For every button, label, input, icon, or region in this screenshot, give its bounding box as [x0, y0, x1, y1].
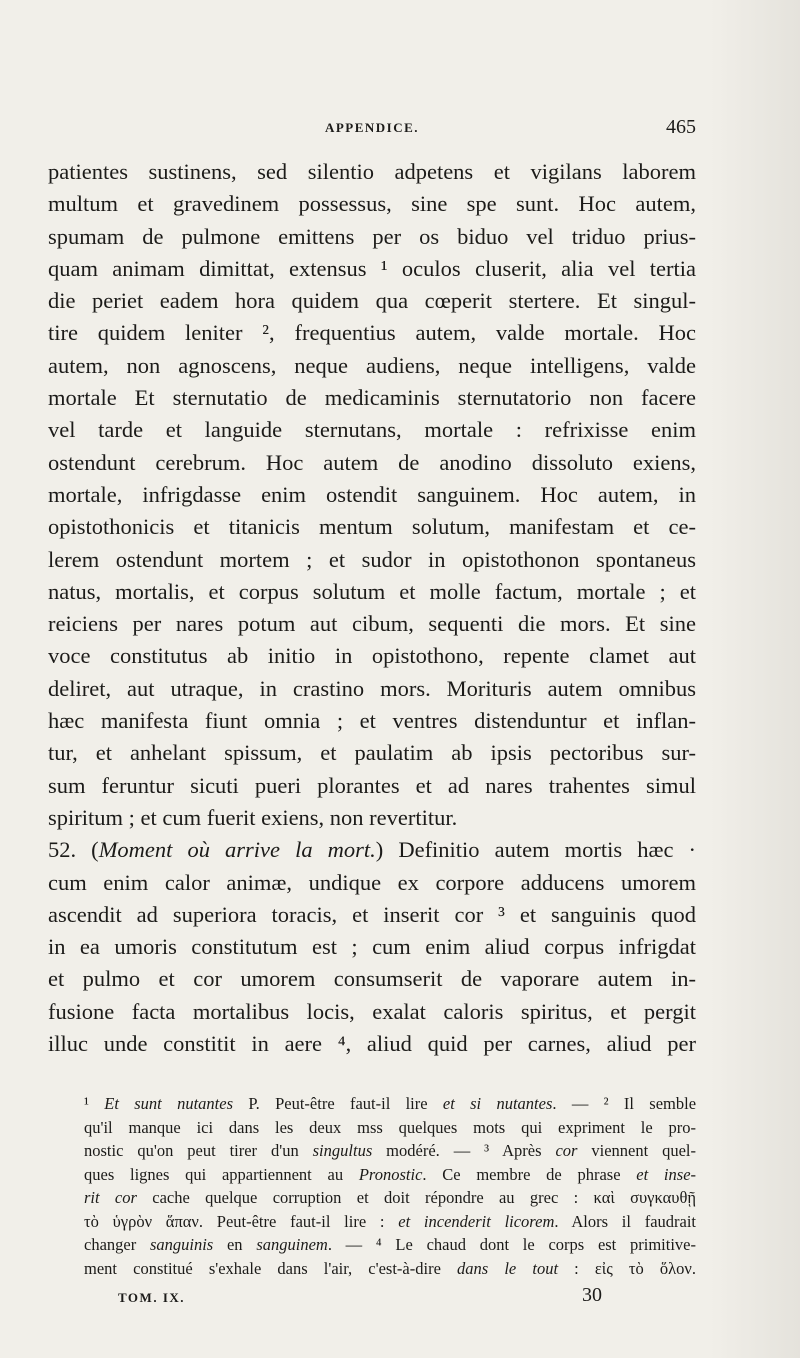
running-head — [48, 116, 696, 144]
footnote-italic: et si nutantes — [442, 1094, 553, 1113]
text-line: spumam de pulmone emittens per os biduo vel triduo prius- — [48, 223, 696, 249]
text-line: hæc manifesta fiunt omnia ; et ventres distenduntur et inflan- — [48, 708, 696, 734]
footnote-text: . — ² Il semble — [552, 1094, 697, 1113]
footnote-text: . — ⁴ Le chaud dont le corps est primitive- — [327, 1235, 696, 1254]
footnote-text: viennent quel- — [577, 1141, 697, 1160]
text-line: mortale, infrigdasse enim ostendit sanguinem. Hoc autem, in — [48, 481, 696, 507]
text-line: illuc unde constitit in aere ⁴, aliud quid per carnes, aliud per — [48, 1031, 696, 1057]
footnote-text: modéré. — ³ Après — [372, 1141, 556, 1160]
text-line: fusione facta mortalibus locis, exalat caloris spiritus, et pergit — [48, 998, 696, 1024]
footnote-italic: dans le tout — [457, 1258, 559, 1278]
text-line: et pulmo et cor umorem consumserit de vaporare autem in- — [48, 966, 696, 992]
sheet-number: 30 — [582, 1284, 602, 1306]
section-heading: Moment où arrive la mort. — [98, 837, 376, 863]
text-line: autem, non agnoscens, neque audiens, neque intelligens, valde — [48, 352, 696, 378]
footnote-italic: singultus — [312, 1141, 373, 1160]
footnotes — [84, 1092, 696, 1280]
text-line: reiciens per nares potum aut cibum, sequenti die mors. Et sine — [48, 611, 696, 637]
text-line: patientes sustinens, sed silentio adpetens et vigilans laborem — [48, 159, 696, 184]
footnote-line — [84, 1233, 696, 1257]
running-head-title: APPENDICE. — [324, 120, 420, 135]
footnote-text: cache quelque corruption et doit répondre au grec : καὶ συγκαυθῇ — [136, 1188, 696, 1207]
footnote-text: P. Peut-être faut-il lire — [233, 1094, 443, 1113]
footnote-text: . Alors il faudrait — [554, 1211, 697, 1231]
section-number: 52. — [48, 837, 77, 863]
paragraph-51 — [48, 156, 696, 834]
text-line: deliret, aut utraque, in crastino mors. Morituris autem omnibus — [48, 675, 696, 701]
page-edge-shadow — [710, 0, 800, 1358]
footnote-text: ment constitué s'exhale dans l'air, c'est-à-dire — [84, 1258, 458, 1278]
text-line: ascendit ad superiora toracis, et inserit cor ³ et sanguinis quod — [48, 901, 696, 927]
footnote-line — [84, 1139, 696, 1163]
page-number: 465 — [666, 116, 696, 138]
footnote-text: en — [213, 1235, 257, 1254]
footnote-line — [84, 1210, 696, 1234]
footnote-text: . Ce membre de phrase — [422, 1164, 637, 1184]
footnote-italic: et incenderit licorem — [398, 1211, 555, 1231]
footnote-line — [84, 1257, 696, 1281]
text-line: ostendunt cerebrum. Hoc autem de anodino dissoluto exiens, — [48, 449, 696, 475]
page-footer — [118, 1284, 602, 1314]
footnote-italic: cor — [555, 1141, 578, 1160]
text-line: die periet eadem hora quidem qua cœperit stertere. Et singul- — [48, 288, 696, 314]
footnote-line — [84, 1092, 696, 1116]
footnote-text: : εἰς τὸ ὅλον. — [558, 1258, 696, 1278]
footnote-italic: rit cor — [84, 1188, 137, 1207]
text-line: natus, mortalis, et corpus solutum et molle factum, mortale ; et — [48, 578, 696, 604]
text-line: voce constitutus ab initio in opistothono, repente clamet aut — [48, 643, 696, 669]
section-first-line: 52. (Moment où arrive la mort.) Definitio autem mortis hæc · — [48, 837, 697, 863]
footnote-italic: sanguinem — [256, 1235, 328, 1254]
footnote-line — [84, 1163, 696, 1187]
text-line: tire quidem leniter ², frequentius autem, valde mortale. Hoc — [48, 320, 696, 346]
text-line: multum et gravedinem possessus, sine spe sunt. Hoc autem, — [48, 191, 696, 217]
volume-signature: TOM. IX. — [118, 1290, 186, 1305]
footnote-text: τὸ ὑγρὸν ἅπαν. Peut-être faut-il lire : — [84, 1211, 399, 1231]
text-line: quam animam dimittat, extensus ¹ oculos cluserit, alia vel tertia — [48, 255, 696, 281]
text-line: cum enim calor animæ, undique ex corpore adducens umorem — [48, 869, 696, 895]
text-line: sum feruntur sicuti pueri plorantes et ad nares trahentes simul — [48, 772, 696, 798]
footnote-italic: et inse- — [636, 1164, 697, 1184]
text-line: tur, et anhelant spissum, et paulatim ab ipsis pectoribus sur- — [48, 740, 696, 766]
body-text — [48, 156, 696, 1060]
text-line: opistothonicis et titanicis mentum solutum, manifestam et ce- — [48, 514, 696, 540]
footnote-mark: ¹ — [84, 1094, 89, 1113]
footnote-text: ques lignes qui appartiennent au — [84, 1164, 359, 1184]
footnote-italic: Et sunt nutantes — [104, 1094, 233, 1113]
footnote-italic: Pronostic — [358, 1164, 423, 1184]
footnote-text: nostic qu'on peut tirer d'un — [84, 1141, 313, 1160]
paragraph-52 — [48, 834, 696, 1060]
footnote-italic: sanguinis — [149, 1235, 214, 1254]
footnote-line: qu'il manque ici dans les deux mss quelques mots qui expriment le pro- — [84, 1117, 696, 1137]
text-line: mortale Et sternutatio de medicaminis sternutatorio non facere — [48, 385, 696, 411]
footnote-text: changer — [84, 1235, 150, 1254]
text-line: lerem ostendunt mortem ; et sudor in opistothonon spontaneus — [48, 546, 696, 572]
section-first-line-text: Definitio autem mortis hæc · — [398, 837, 697, 863]
footnote-line — [84, 1186, 696, 1210]
text-line: vel tarde et languide sternutans, mortale : refrixisse enim — [48, 417, 696, 443]
text-line: in ea umoris constitutum est ; cum enim aliud corpus infrigdat — [48, 934, 696, 960]
text-line: spiritum ; et cum fuerit exiens, non revertitur. — [48, 804, 458, 830]
